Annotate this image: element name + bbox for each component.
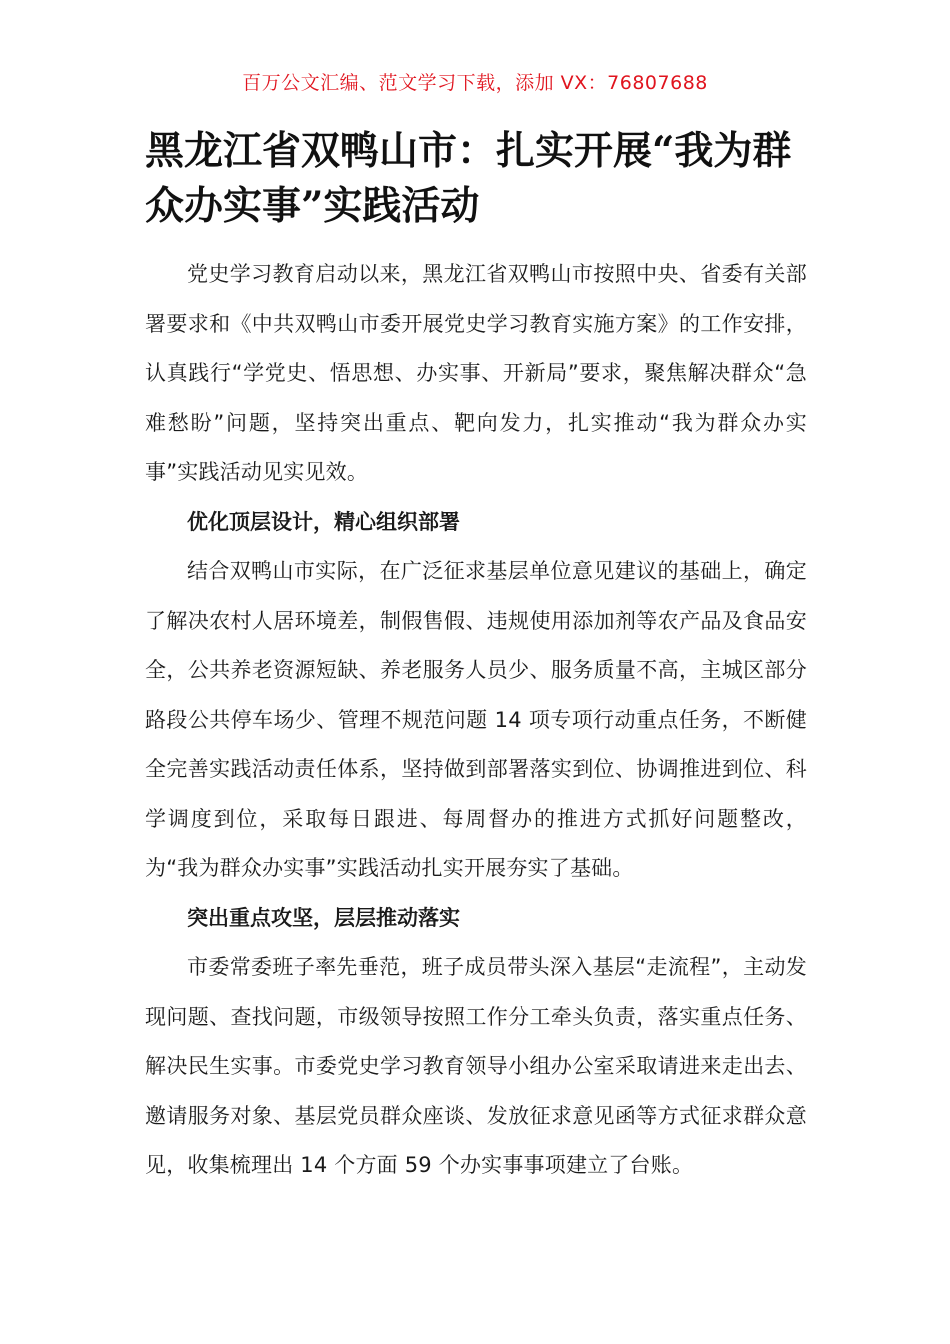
section-heading-2: 突出重点攻坚，层层推动落实 [187, 905, 460, 930]
document-body [145, 250, 807, 1191]
document-title: 黑龙江省双鸭山市：扎实开展“我为群众办实事”实践活动 [145, 128, 792, 229]
header-watermark-note: 百万公文汇编、范文学习下载，添加 VX：76807688 [242, 72, 708, 94]
intro-paragraph: 党史学习教育启动以来，黑龙江省双鸭山市按照中央、省委有关部署要求和《中共双鸭山市委开展党史学习教育实施方案》的工作安排，认真践行“学党史、悟思想、办实事、开新局”要求，聚焦解决群众“急难愁盼”问题，坚持突出重点、靶向发力，扎实推动“我为群众办实事”实践活动见实见效。 [145, 262, 807, 484]
section-heading-1: 优化顶层设计，精心组织部署 [187, 509, 460, 534]
section-2-paragraph: 市委常委班子率先垂范，班子成员带头深入基层“走流程”，主动发现问题、查找问题，市级领导按照工作分工牵头负责，落实重点任务、解决民生实事。市委党史学习教育领导小组办公室采取请进来走出去、邀请服务对象、基层党员群众座谈、发放征求意见函等方式征求群众意见，收集梳理出 14 个方面 59 个办实事事项建立了台账。 [145, 955, 807, 1177]
section-1-paragraph: 结合双鸭山市实际，在广泛征求基层单位意见建议的基础上，确定了解决农村人居环境差，制假售假、违规使用添加剂等农产品及食品安全，公共养老资源短缺、养老服务人员少、服务质量不高，主城区部分路段公共停车场少、管理不规范问题 14 项专项行动重点任务，不断健全完善实践活动责任体系，坚持做到部署落实到位、协调推进到位、科学调度到位，采取每日跟进、每周督办的推进方式抓好问题整改，为“我为群众办实事”实践活动扎实开展夯实了基础。 [145, 559, 807, 880]
